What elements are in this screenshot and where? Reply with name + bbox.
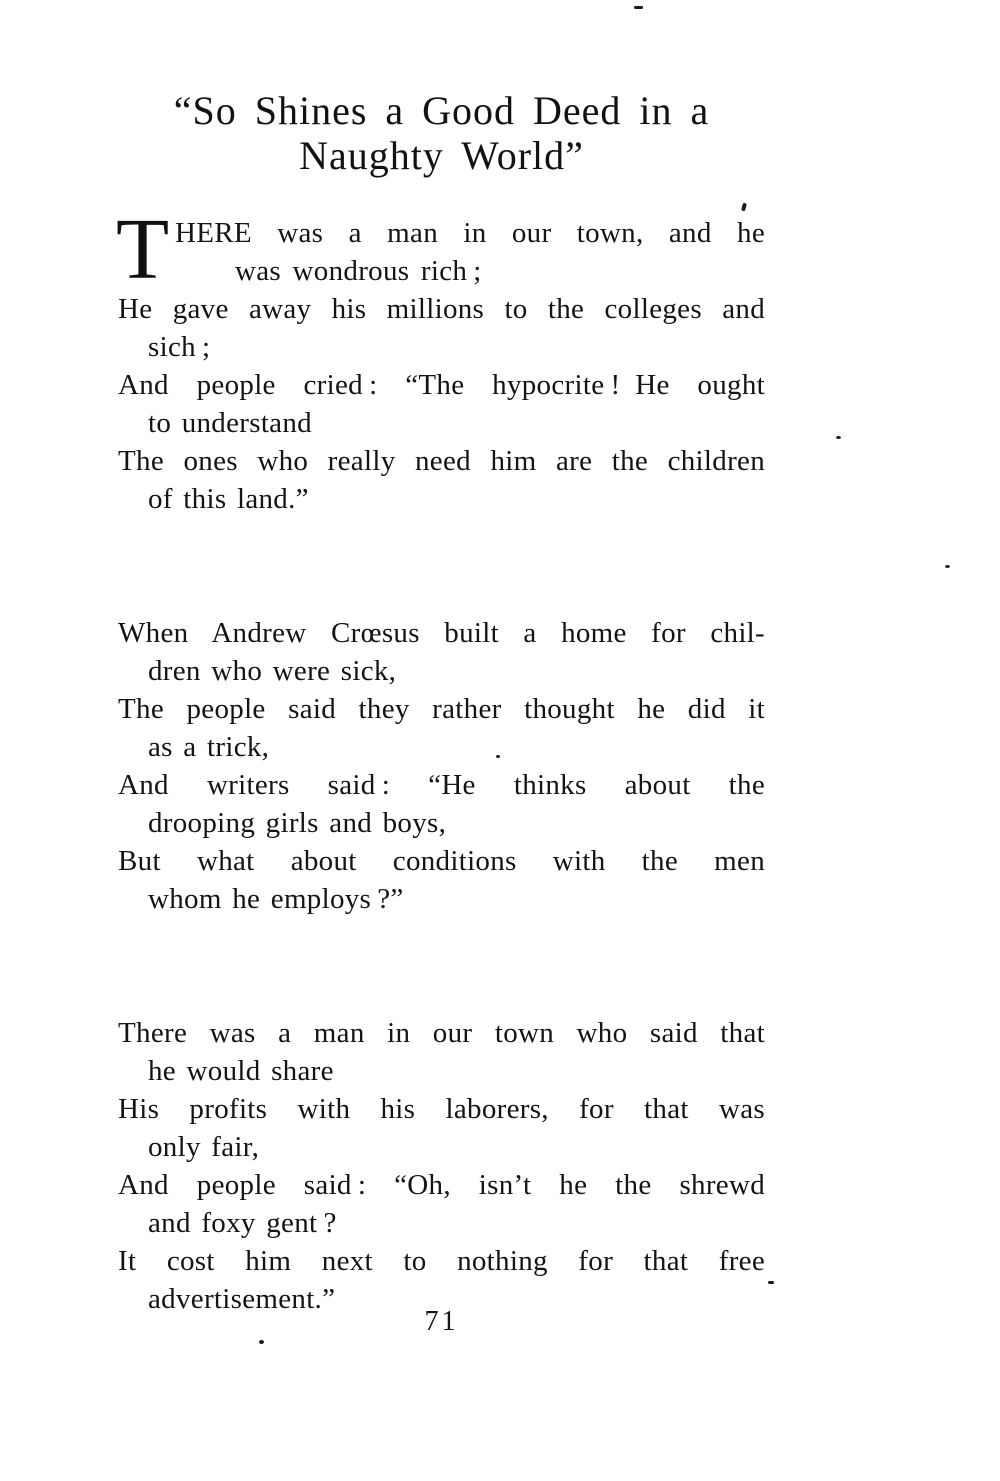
verse-line: And writers said : “He thinks about the	[118, 769, 765, 801]
page-number: 71	[424, 1306, 459, 1337]
verse-line: And people said : “Oh, isn’t he the shrewd	[118, 1169, 765, 1201]
verse-line: It cost him next to nothing for that free	[118, 1245, 765, 1277]
poem-title	[118, 88, 765, 178]
scan-speck	[634, 6, 643, 9]
verse-line: HERE was a man in our town, and he	[175, 217, 765, 249]
drop-cap-letter: T	[116, 200, 170, 297]
verse-line: was wondrous rich ;	[235, 255, 482, 287]
verse-line: advertisement.”	[148, 1283, 336, 1315]
scan-speck	[741, 203, 747, 212]
stanza-1	[116, 200, 765, 518]
scan-speck	[768, 1281, 774, 1284]
poem-title-line-1: “So Shines a Good Deed in a	[173, 88, 710, 133]
poem-body	[116, 200, 765, 1414]
scan-speck	[496, 755, 500, 758]
verse-line: sich ;	[148, 331, 211, 363]
scan-speck	[259, 1340, 264, 1344]
verse-line: he would share	[148, 1055, 334, 1087]
verse-line: only fair,	[148, 1131, 260, 1163]
verse-line: He gave away his millions to the colleges and	[118, 293, 765, 325]
verse-line: But what about conditions with the men	[118, 845, 765, 877]
verse-line: dren who were sick,	[148, 655, 397, 687]
verse-line: as a trick,	[148, 731, 270, 763]
verse-line: There was a man in our town who said that	[118, 1017, 765, 1049]
stanza-2	[118, 614, 765, 918]
scan-speck	[836, 436, 841, 439]
verse-line: of this land.”	[148, 483, 309, 515]
scan-speck	[945, 565, 950, 568]
verse-line: The people said they rather thought he did it	[118, 693, 765, 725]
stanza-3	[118, 1014, 765, 1318]
verse-line: The ones who really need him are the children	[118, 445, 765, 477]
poem-title-line-2: Naughty World”	[299, 133, 584, 178]
verse-line: When Andrew Crœsus built a home for chil-	[118, 617, 765, 649]
verse-line: And people cried : “The hypocrite ! He ought	[118, 369, 765, 401]
verse-line: whom he employs ?”	[148, 883, 404, 915]
verse-line: drooping girls and boys,	[148, 807, 447, 839]
verse-line: to understand	[148, 407, 312, 439]
verse-line: His profits with his laborers, for that was	[118, 1093, 765, 1125]
verse-line: and foxy gent ?	[148, 1207, 337, 1239]
